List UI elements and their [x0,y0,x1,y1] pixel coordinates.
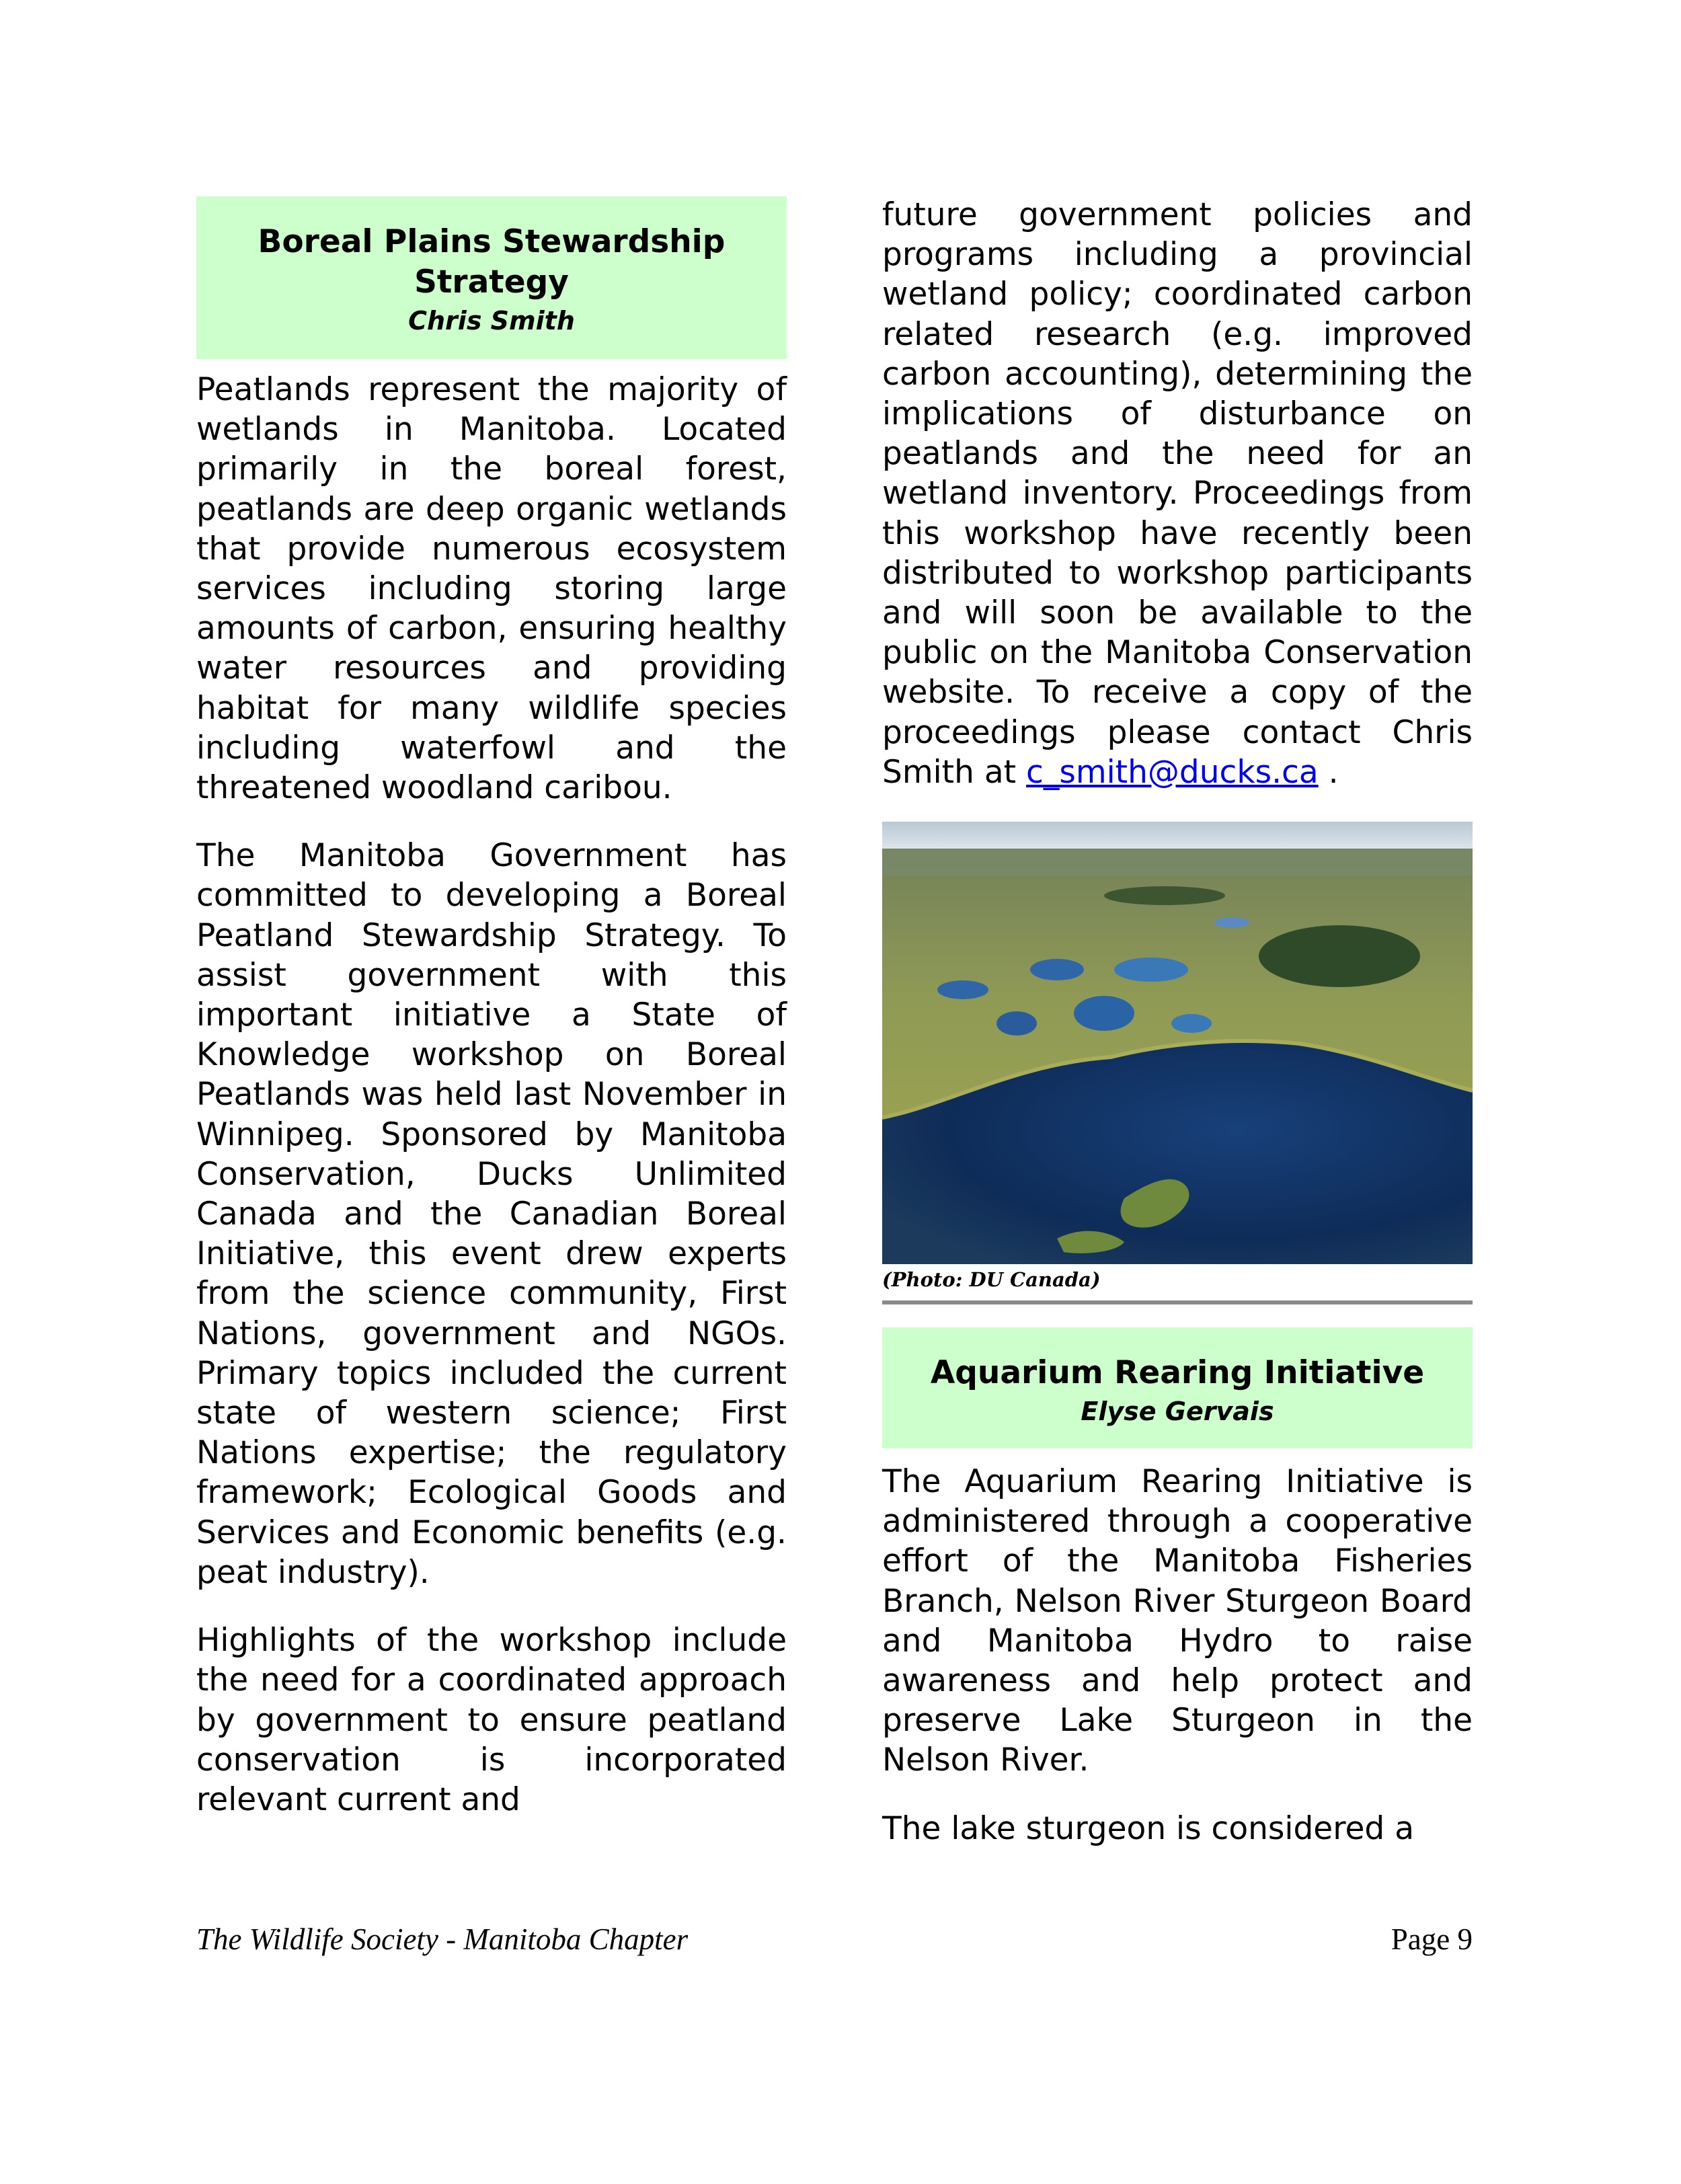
article-title: Aquarium Rearing Initiative [930,1354,1425,1392]
right-column [882,195,1473,1848]
paragraph: The lake sturgeon is considered a [882,1809,1414,1847]
article-header-boreal [196,196,787,359]
left-column [196,196,787,1820]
footer-publication: The Wildlife Society - Manitoba Chapter [196,1922,689,1956]
divider [882,1300,1473,1304]
paragraph-continued [882,195,1473,792]
paragraph: The Aquarium Rearing Initiative is administered through a cooperative effort of the Manitoba Fisheries Branch, Nelson River Sturgeon Board and Manitoba Hydro to raise awareness and help protect and preserve Lake Sturgeon in the Nelson River. [882,1463,1473,1779]
photo-block [882,822,1473,1304]
paragraph: Peatlands represent the majority of wetlands in Manitoba. Located primarily in the boreal forest, peatlands are deep organic wetlands that provide numerous ecosystem services including storing large amounts of carbon, ensuring healthy water resources and providing habitat for many wildlife species including waterfowl and the threatened woodland caribou. [196,371,787,807]
email-link[interactable]: c_smith@ducks.ca [1026,753,1319,791]
article-author: Elyse Gervais [1081,1397,1274,1427]
aerial-peatland-photo [882,822,1473,1264]
article-author: Chris Smith [408,306,575,336]
article-title: Boreal Plains Stewardship Strategy [258,223,726,301]
article-header-aquarium [882,1327,1473,1448]
paragraph: The Manitoba Government has committed to developing a Boreal Peatland Stewardship Strategy. To assist government with this important initiative a State of Knowledge workshop on Boreal Peatlands was held last November in Winnipeg. Sponsored by Manitoba Conservation, Ducks Unlimited Canada and the Canadian Boreal Initiative, this event drew experts from the science community, First Nations, government and NGOs. Primary topics included the current state of western science; First Nations expertise; the regulatory framework; Ecological Goods and Services and Economic benefits (e.g. peat industry). [196,837,787,1591]
paragraph: Highlights of the workshop include the need for a coordinated approach by government to ensure peatland conservation is incorporated relevant current and [196,1622,787,1818]
footer-page-number: Page 9 [1391,1922,1473,1956]
email-trailing: . [1318,753,1339,791]
photo-caption: (Photo: DU Canada) [882,1268,1101,1292]
paragraph-text: future government policies and programs including a provincial wetland policy; coordinated carbon related research (e.g. improved carbon accounting), determining the implications of disturbance on peatlands and the need for an wetland inventory. Proceedings from this workshop have recently been distributed to workshop participants and will soon be available to the public on the Manitoba Conservation website. To receive a copy of the proceedings please contact Chris Smith at [882,196,1473,791]
